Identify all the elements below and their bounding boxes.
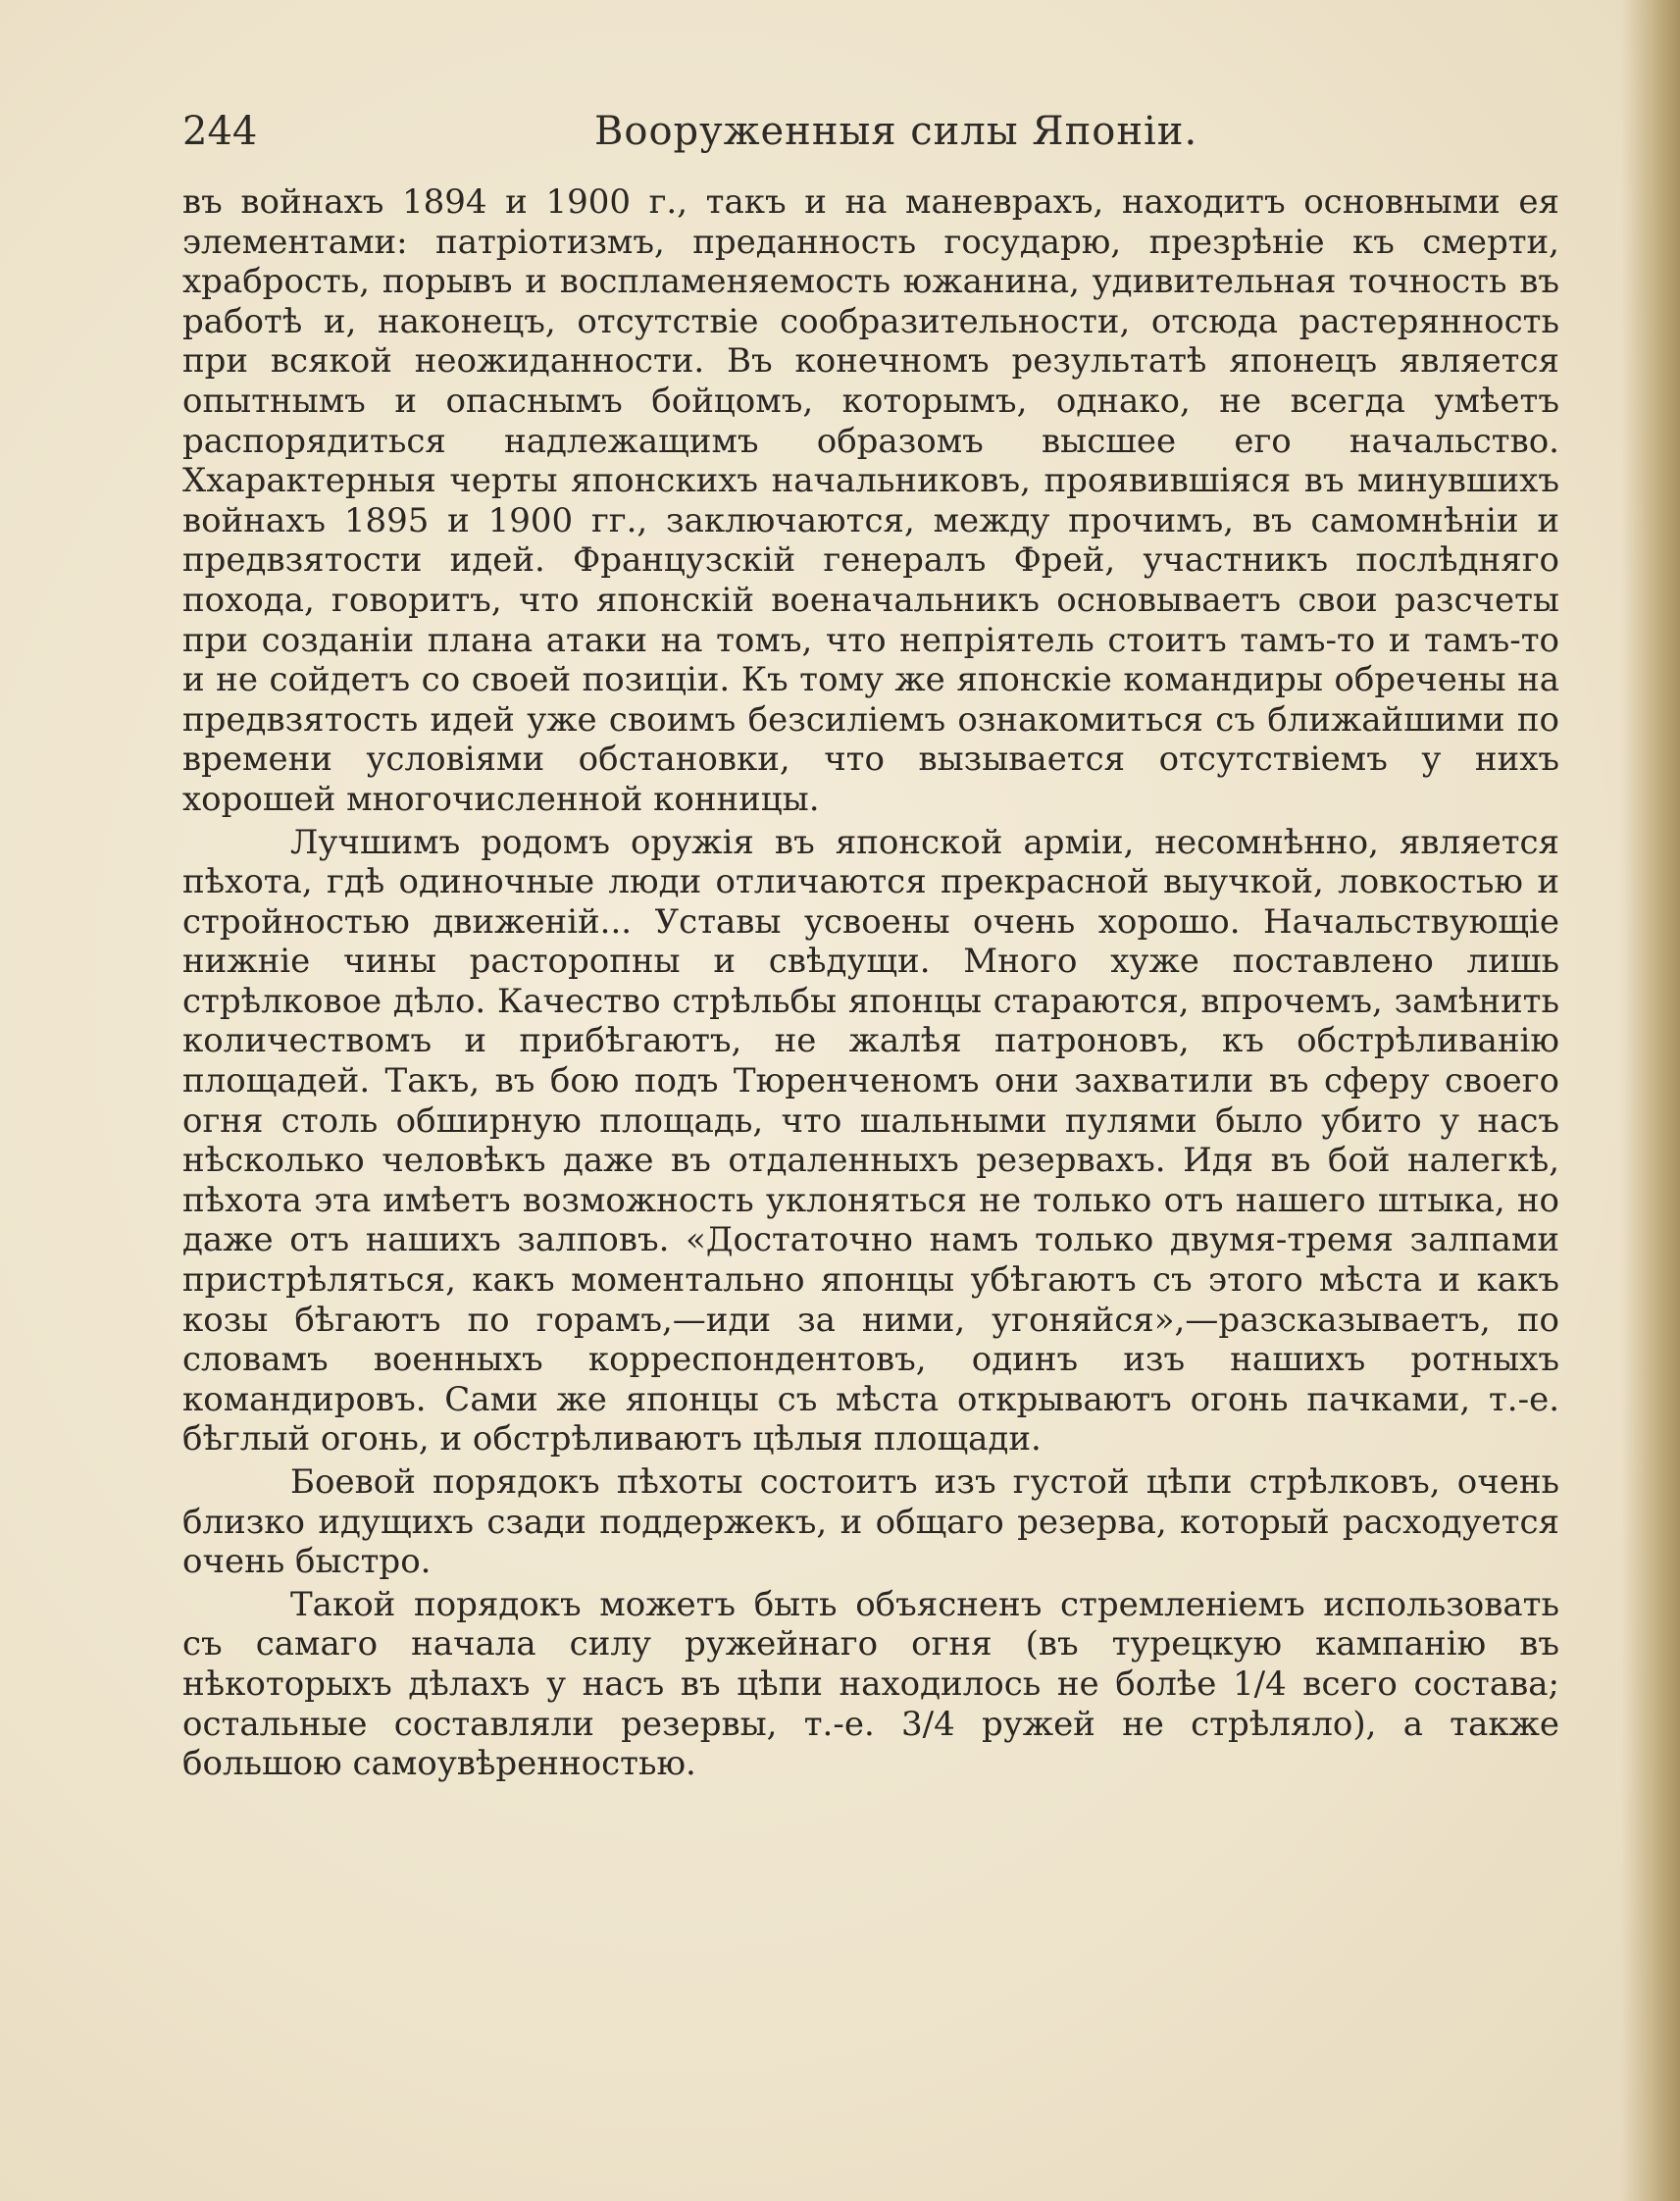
page-header [182, 102, 1559, 161]
running-title: Вооруженныя силы Японіи. [594, 109, 1198, 154]
page-spine-shadow [1621, 0, 1680, 2201]
paragraph-2: Лучшимъ родомъ оружія въ японской арміи, несомнѣнно, является пѣхота, гдѣ одиночные люди отличаются прекрасной выучкой, ловкостью и стройностью движеній... Уставы усвоены очень хорошо. Начальствующіе нижніе чины расторопны и свѣдущи. Много хуже поставлено лишь стрѣлковое дѣло. Качество стрѣльбы японцы стараются, впрочемъ, замѣнить количествомъ и прибѣгаютъ, не жалѣя патроновъ, къ обстрѣливанію площадей. Такъ, въ бою подъ Тюренченомъ они захватили въ сферу своего огня столь обширную площадь, что шальными пулями было убито у насъ нѣсколько человѣкъ даже въ отдаленныхъ резервахъ. Идя въ бой налегкѣ, пѣхота эта имѣетъ возможность уклоняться не только отъ нашего штыка, но даже отъ нашихъ залповъ. «Достаточно намъ только двумя-тремя залпами пристрѣляться, какъ моментально японцы убѣгаютъ съ этого мѣста и какъ козы бѣгаютъ по горамъ,—иди за ними, угоняйся»,—разсказываетъ, по словамъ военныхъ корреспондентовъ, одинъ изъ нашихъ ротныхъ командировъ. Сами же японцы съ мѣста открываютъ огонь пачками, т.-е. бѣглый огонь, и обстрѣливаютъ цѣлыя площади. [182, 822, 1559, 1459]
paragraph-3: Боевой порядокъ пѣхоты состоитъ изъ густой цѣпи стрѣлковъ, очень близко идущихъ сзади поддержекъ, и общаго резерва, который расходуется очень быстро. [182, 1462, 1559, 1582]
paragraph-1: въ войнахъ 1894 и 1900 г., такъ и на маневрахъ, находитъ основными ея элементами: патріотизмъ, преданность государю, презрѣніе къ смерти, храбрость, порывъ и воспламеняемость южанина, удивительная точность въ работѣ и, наконецъ, отсутствіе сообразительности, отсюда растерянность при всякой неожиданности. Въ конечномъ результатѣ японецъ является опытнымъ и опаснымъ бойцомъ, которымъ, однако, не всегда умѣетъ распорядиться надлежащимъ образомъ высшее его начальство. Ххарактерныя черты японскихъ начальниковъ, проявившіяся въ минувшихъ войнахъ 1895 и 1900 гг., заключаются, между прочимъ, въ самомнѣніи и предвзятости идей. Французскій генералъ Фрей, участникъ послѣдняго похода, говоритъ, что японскій военачальникъ основываетъ свои разсчеты при созданіи плана атаки на томъ, что непріятель стоитъ тамъ-то и тамъ-то и не сойдетъ со своей позиціи. Къ тому же японскіе командиры обречены на предвзятость идей уже своимъ безсиліемъ ознакомиться съ ближайшими по времени условіями обстановки, что вызывается отсутствіемъ у нихъ хорошей многочисленной конницы. [182, 182, 1559, 819]
paragraph-4: Такой порядокъ можетъ быть объясненъ стремленіемъ использовать съ самаго начала силу ружейнаго огня (въ турецкую кампанію въ нѣкоторыхъ дѣлахъ у насъ въ цѣпи находилось не болѣе 1/4 всего состава; остальные составляли резервы, т.-е. 3/4 ружей не стрѣляло), а также большою самоувѣренностью. [182, 1584, 1559, 1784]
page-number: 244 [182, 109, 258, 154]
body-text [182, 182, 1559, 1784]
